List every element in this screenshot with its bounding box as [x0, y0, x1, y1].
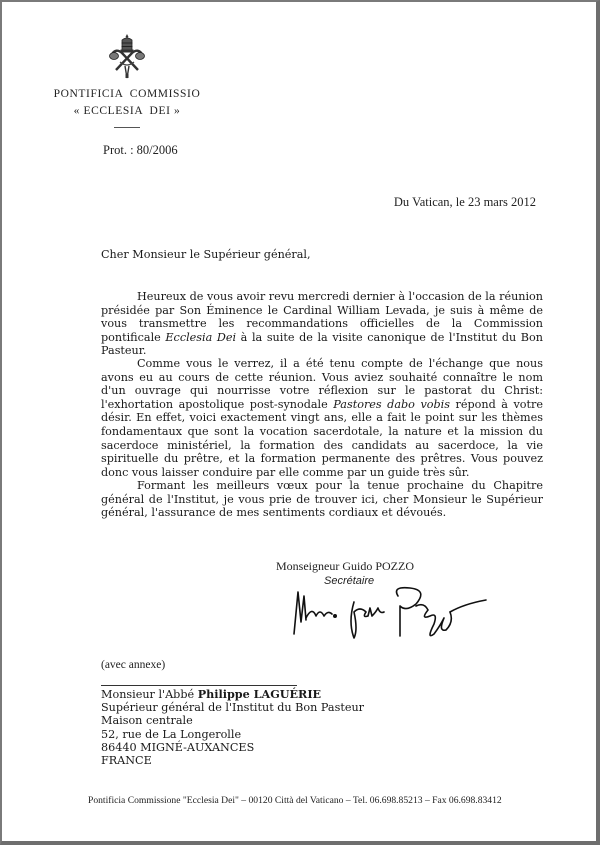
signer-title: Secrétaire [324, 575, 375, 587]
recipient-line: 86440 MIGNÉ-AUXANCES [101, 740, 255, 754]
paragraph-3-text: Formant les meilleurs vœux pour la tenue prochaine du Chapitre général de l'Institut, je vous prie de trouver ici, cher Monsieur le Supérieur général, l'assurance de mes sentiments cordiaux et dévoués. [101, 479, 543, 520]
paragraph-2-text-a: Comme vous le verrez, il a été tenu compte de l'échange que nous avons eu au cours de cette réunion. Vous aviez souhaité connaître le nom d'un ouvrage qui nourrisse votre réflexion sur le pastorat du Christ: l'exhortation apostolique post-synodale [101, 357, 543, 411]
letter-date: Du Vatican, le 23 mars 2012 [393, 195, 536, 209]
recipient-line: FRANCE [101, 754, 152, 768]
letterhead-subtitle: « ECCLESIA DEI » [73, 105, 181, 117]
papal-coat-of-arms-icon [108, 32, 146, 80]
recipient-line: Supérieur général de l'Institut du Bon Pasteur [101, 701, 364, 715]
paragraph-1 [101, 290, 543, 358]
address-divider [101, 685, 297, 686]
letter-footer: Pontificia Commissione "Ecclesia Dei" – 00120 Città del Vaticano – Tel. 06.698.85213 – Fax 06.698.83412 [88, 795, 502, 806]
protocol-number: Prot. : 80/2006 [103, 143, 178, 157]
salutation: Cher Monsieur le Supérieur général, [101, 248, 311, 261]
recipient-line: Maison centrale [101, 714, 193, 728]
recipient-prefix: Monsieur l'Abbé [101, 688, 198, 701]
paragraph-2 [101, 357, 543, 479]
annexe-note: (avec annexe) [101, 659, 166, 671]
paragraph-1-text-a: Heureux de vous avoir revu mercredi dernier à l'occasion de la réunion présidée par Son Éminence le Cardinal William Levada, je suis à même de vous transmettre les recommandations officielles de la Commission pontificale [101, 290, 543, 344]
recipient-address [101, 688, 364, 767]
paragraph-1-italic: Ecclesia Dei [165, 330, 237, 344]
paragraph-2-italic: Pastores dabo vobis [333, 397, 450, 411]
recipient-name: Philippe LAGUÉRIE [197, 687, 322, 701]
letterhead-title: PONTIFICIA COMMISSIO [53, 88, 201, 100]
recipient-name-line [101, 688, 364, 701]
letterhead [42, 32, 212, 128]
paragraph-2-text-b: répond à votre désir. En effet, voici exactement vingt ans, elle a fait le point sur les thèmes fondamentaux que sont la vocation sacerdotale, la nature et la mission du sacerdoce ministériel, la formation des candidats au sacerdoce, la vie spirituelle du prêtre, et la formation permanente des prêtres. Vous pouvez donc vous laisser conduire par elle comme par un guide très sûr. [101, 397, 543, 479]
signer-name: Monseigneur Guido POZZO [276, 559, 414, 573]
letterhead-divider [114, 127, 140, 128]
paragraph-1-text-b: à la suite de la visite canonique de l'Institut du Bon Pasteur. [101, 330, 543, 358]
handwritten-signature-icon [288, 582, 498, 644]
recipient-line: 52, rue de La Longerolle [101, 727, 242, 741]
paragraph-3 [101, 479, 543, 520]
